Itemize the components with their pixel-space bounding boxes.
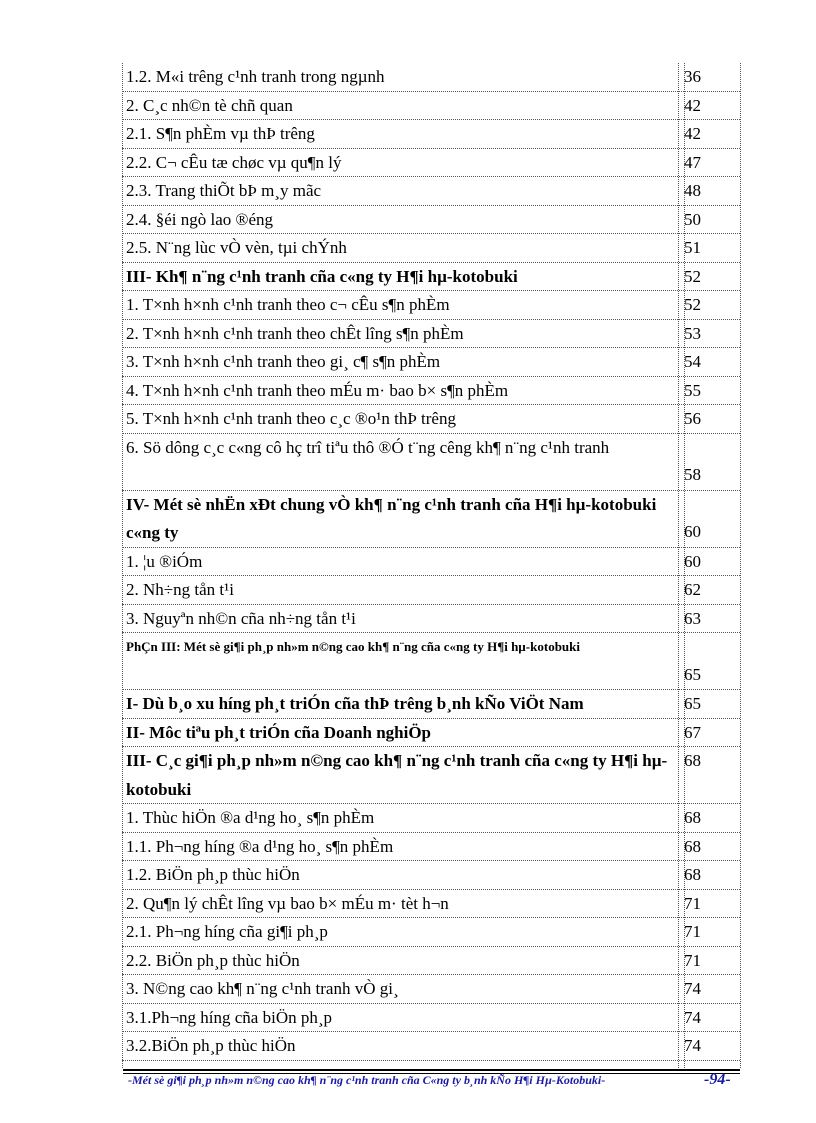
toc-row: [122, 263, 740, 292]
toc-page-number: 47: [684, 152, 701, 172]
toc-page-number: 63: [684, 608, 701, 628]
toc-entry-title: 2. Qu¶n lý chÊt lîng vµ bao b× mÉu m· tèt h¬n: [126, 893, 449, 913]
toc-entry-title: III- Kh¶ n¨ng c¹nh tranh cña c«ng ty H¶i hµ-kotobuki: [126, 266, 518, 286]
toc-page-number: 53: [684, 323, 701, 343]
toc-page-number: 48: [684, 181, 701, 200]
toc-entry-title: 5. T×nh h×nh c¹nh tranh theo c¸c ®o¹n thÞ trêng: [126, 409, 456, 428]
toc-entry-title: 2.4. §éi ngò lao ®éng: [126, 209, 273, 229]
toc-entry-page: [678, 605, 740, 633]
toc-row: [122, 234, 740, 263]
toc-entry-page: [678, 63, 740, 91]
toc-entry-page: [678, 918, 740, 946]
table-border-right: [740, 63, 741, 1068]
toc-entry-page: [678, 975, 740, 1003]
toc-page-number: 52: [684, 295, 701, 314]
toc-page-number: 71: [684, 950, 701, 970]
toc-row: [122, 63, 740, 92]
toc-entry-page: [678, 947, 740, 975]
toc-row: [122, 377, 740, 406]
toc-page-number: 42: [684, 124, 701, 143]
toc-row: [122, 548, 740, 577]
toc-entry-title: 1.1. Ph¬ng híng ®a d¹ng ho¸ s¶n phÈm: [126, 836, 394, 856]
toc-page-number: 56: [684, 409, 701, 428]
toc-entry-title: 2. Nh÷ng tån t¹i: [126, 580, 234, 599]
toc-row: [122, 1032, 740, 1061]
toc-row: [122, 92, 740, 121]
toc-entry-title: 3. T×nh h×nh c¹nh tranh theo gi¸ c¶ s¶n phÈm: [126, 352, 441, 371]
toc-row: [122, 434, 740, 491]
toc-entry-title: 2.1. S¶n phÈm vµ thÞ trêng: [126, 124, 315, 143]
footer-caption: -Mét sè gi¶i ph¸p nh»m n©ng cao kh¶ n¨ng c¹nh tranh cña C«ng ty b¸nh kÑo H¶i Hµ-Kotobuki-: [128, 1073, 606, 1087]
toc-entry-page: [678, 633, 740, 689]
toc-row: [122, 861, 740, 890]
toc-entry-title: 2. T×nh h×nh c¹nh tranh theo chÊt lîng s¶n phÈm: [126, 323, 464, 343]
toc-entry-page: [678, 548, 740, 576]
toc-entry-title: 3. N©ng cao kh¶ n¨ng c¹nh tranh vÒ gi¸: [126, 979, 399, 998]
toc-entry-page: [678, 177, 740, 205]
toc-entry-page: [678, 576, 740, 604]
toc-page-number: 68: [684, 808, 701, 827]
toc-entry-title: 2.2. BiÖn ph¸p thùc hiÖn: [126, 950, 300, 970]
toc-page-number: 74: [684, 1036, 701, 1055]
toc-row: [122, 491, 740, 548]
toc-row: [122, 633, 740, 690]
toc-page-number: 71: [684, 922, 701, 941]
toc-row: [122, 149, 740, 178]
toc-entry-page: [678, 405, 740, 433]
toc-page-number: 52: [684, 266, 701, 286]
toc-entry-page: [678, 491, 740, 547]
toc-entry-title: 2. C¸c nh©n tè chñ quan: [126, 95, 293, 115]
table-of-contents: [122, 63, 740, 1061]
toc-entry-page: [678, 234, 740, 262]
footer-rule: [123, 1069, 740, 1071]
toc-row: [122, 405, 740, 434]
toc-entry-title: 2.1. Ph¬ng híng cña gi¶i ph¸p: [126, 922, 328, 941]
toc-entry-title: 1. Thùc hiÖn ®a d¹ng ho¸ s¶n phÈm: [126, 808, 375, 827]
toc-entry-page: [678, 120, 740, 148]
toc-entry-title: 1.2. BiÖn ph¸p thùc hiÖn: [126, 865, 300, 884]
toc-row: [122, 690, 740, 719]
toc-page-number: 60: [684, 551, 701, 571]
toc-entry-page: [678, 747, 740, 803]
toc-entry-title: 2.2. C¬ cÊu tæ chøc vµ qu¶n lý: [126, 152, 342, 172]
toc-entry-title: 3.2.BiÖn ph¸p thùc hiÖn: [126, 1036, 296, 1055]
toc-row: [122, 804, 740, 833]
toc-page-number: 74: [684, 1007, 701, 1027]
toc-row: [122, 1004, 740, 1033]
toc-entry-page: [678, 434, 740, 490]
toc-entry-page: [678, 291, 740, 319]
toc-entry-page: [678, 263, 740, 291]
toc-entry-title: 3.1.Ph¬ng híng cña biÖn ph¸p: [126, 1007, 333, 1027]
toc-entry-title: IV- Mét sè nhËn xÐt chung vÒ kh¶ n¨ng c¹nh tranh cña H¶i hµ-kotobuki c«ng ty: [126, 494, 657, 542]
toc-row: [122, 177, 740, 206]
toc-entry-title: I- Dù b¸o xu híng ph¸t triÓn cña thÞ trêng b¸nh kÑo ViÖt Nam: [126, 694, 584, 713]
toc-entry-page: [678, 719, 740, 747]
toc-entry-page: [678, 833, 740, 861]
toc-entry-page: [678, 149, 740, 177]
toc-entry-page: [678, 890, 740, 918]
toc-page-number: 65: [684, 664, 701, 684]
toc-page-number: 65: [684, 694, 701, 713]
toc-entry-title: PhÇn III: Mét sè gi¶i ph¸p nh»m n©ng cao kh¶ n¨ng cña c«ng ty H¶i hµ-kotobuki: [126, 639, 580, 654]
toc-row: [122, 918, 740, 947]
toc-entry-title: 4. T×nh h×nh c¹nh tranh theo mÉu m· bao b× s¶n phÈm: [126, 380, 509, 400]
toc-entry-title: 2.3. Trang thiÕt bÞ m¸y mãc: [126, 181, 322, 200]
toc-entry-title: 3. Nguyªn nh©n cña nh÷ng tån t¹i: [126, 608, 356, 628]
toc-page-number: 51: [684, 238, 701, 257]
toc-entry-page: [678, 1004, 740, 1032]
toc-row: [122, 890, 740, 919]
toc-row: [122, 320, 740, 349]
toc-entry-title: III- C¸c gi¶i ph¸p nh»m n©ng cao kh¶ n¨ng c¹nh tranh cña c«ng ty H¶i hµ-kotobuki: [126, 751, 668, 799]
toc-row: [122, 747, 740, 804]
toc-entry-page: [678, 861, 740, 889]
toc-row: [122, 576, 740, 605]
toc-page-number: 42: [684, 95, 701, 115]
toc-entry-page: [678, 377, 740, 405]
toc-page-number: 54: [684, 352, 701, 371]
toc-row: [122, 291, 740, 320]
toc-page-number: 68: [684, 751, 701, 770]
toc-entry-title: 1.2. M«i trêng c¹nh tranh trong ngµnh: [126, 67, 385, 86]
toc-entry-page: [678, 804, 740, 832]
toc-entry-page: [678, 320, 740, 348]
toc-page-number: 55: [684, 380, 701, 400]
toc-entry-page: [678, 206, 740, 234]
toc-row: [122, 206, 740, 235]
toc-page-number: 60: [684, 522, 701, 541]
toc-entry-page: [678, 1032, 740, 1060]
toc-row: [122, 975, 740, 1004]
toc-entry-title: 1. ¦u ®iÓm: [126, 551, 203, 571]
toc-entry-title: 1. T×nh h×nh c¹nh tranh theo c¬ cÊu s¶n phÈm: [126, 295, 450, 314]
toc-row: [122, 947, 740, 976]
toc-entry-title: 6. Sö dông c¸c c«ng cô hç trî tiªu thô ®Ó t¨ng cêng kh¶ n¨ng c¹nh tranh: [126, 437, 610, 457]
toc-page-number: 68: [684, 865, 701, 884]
toc-page-number: 36: [684, 67, 701, 86]
toc-entry-page: [678, 92, 740, 120]
toc-page-number: 62: [684, 580, 701, 599]
toc-page-number: 58: [684, 465, 701, 484]
toc-entry-title: II- Môc tiªu ph¸t triÓn cña Doanh nghiÖp: [126, 722, 432, 742]
toc-page-number: 67: [684, 722, 701, 742]
toc-row: [122, 833, 740, 862]
toc-row: [122, 719, 740, 748]
page-number: -94-: [704, 1071, 731, 1088]
toc-page-number: 68: [684, 836, 701, 856]
toc-page-number: 50: [684, 209, 701, 229]
toc-row: [122, 605, 740, 634]
toc-entry-title: 2.5. N¨ng lùc vÒ vèn, tµi chÝnh: [126, 238, 347, 257]
toc-entry-page: [678, 690, 740, 718]
toc-page-number: 71: [684, 893, 701, 913]
toc-entry-page: [678, 348, 740, 376]
toc-row: [122, 120, 740, 149]
toc-page-number: 74: [684, 979, 701, 998]
toc-row: [122, 348, 740, 377]
